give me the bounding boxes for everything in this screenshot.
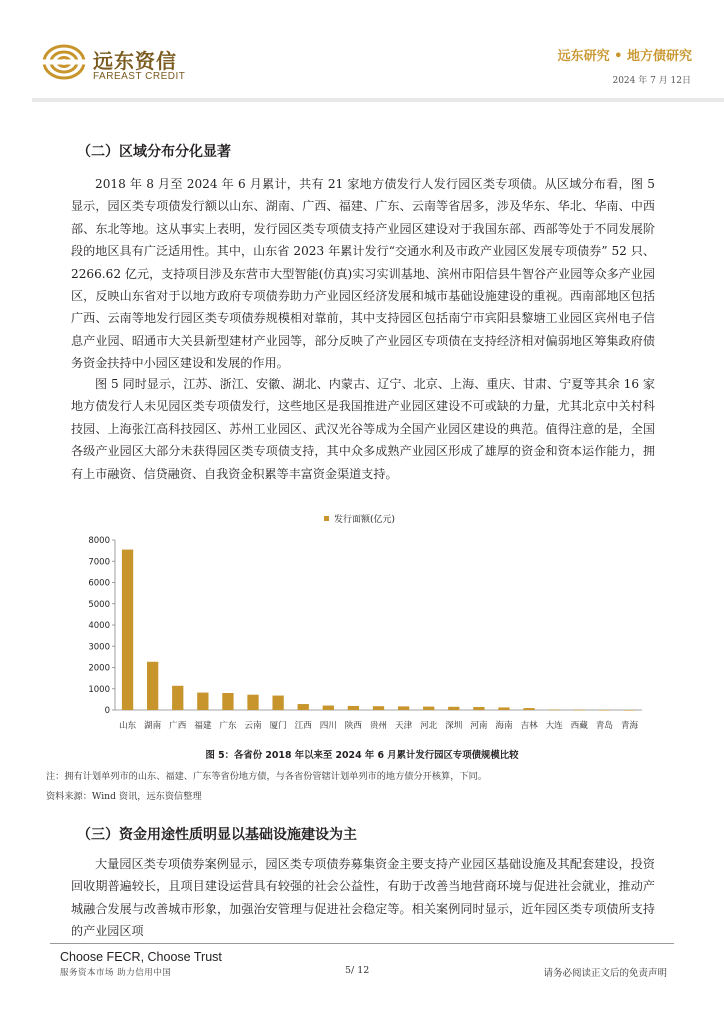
figure-caption: 图 5：各省份 2018 年以来至 2024 年 6 月累计发行园区专项债规模比较 [205, 750, 519, 761]
y-tick-label: 2000 [88, 663, 110, 674]
x-tick-label: 贵州 [369, 721, 388, 731]
legend-swatch [324, 516, 329, 521]
x-tick-label: 西藏 [570, 721, 588, 731]
x-tick-label: 山东 [118, 721, 137, 731]
chart-bar [523, 708, 534, 710]
paragraph-fund-usage-1: 大量园区类专项债券案例显示，园区类专项债券募集资金主要支持产业园区基础设施及其配套建设，投资回收期普遍较长，且项目建设运营具有较强的社会公益性，有助于改善当地营商环境与促进社会就业，推动产城融合发展与改善城市形象，加强治安管理与促进社会稳定等。相关案例同时显示，近年园区类专项债所支持的产业园区项 [71, 857, 655, 939]
x-tick-label: 江西 [294, 721, 312, 731]
chart-bar [122, 550, 133, 710]
paragraph-regional-2: 图 5 同时显示，江苏、浙江、安徽、湖北、内蒙古、辽宁、北京、上海、重庆、甘肃、宁夏等其余 16 家地方债发行人未见园区类专项债发行，这些地区是我国推进产业园区建设不可或缺的力量，尤其北京中关村科技园、上海张江高科技园区、苏州工业园区、武汉光谷等成为全国产业园区建设的典范。值得注意的是，全国各级产业园区大部分未获得园区类专项债支持，其中众多成熟产业园区形成了雄厚的资金和资本运作能力，拥有上市融资、信贷融资、自我资金积累等丰富资金渠道支持。 [71, 377, 655, 481]
x-tick-label: 深圳 [445, 721, 463, 731]
chart-bar [323, 706, 334, 710]
x-tick-label: 广西 [169, 721, 187, 731]
chart-bar [624, 710, 635, 711]
chart-bar [348, 706, 359, 710]
x-tick-label: 广东 [219, 721, 237, 731]
y-tick-label: 1000 [88, 684, 110, 695]
chart-bar [373, 706, 384, 710]
x-tick-label: 陕西 [344, 721, 363, 731]
page-header [0, 0, 724, 104]
x-tick-label: 大连 [545, 721, 563, 731]
x-tick-label: 四川 [319, 721, 337, 731]
figure-note: 注：拥有计划单列市的山东、福建、广东等省份地方债，与各省份管辖计划单列市的地方债分开核算，下同。 [46, 771, 487, 782]
x-tick-label: 吉林 [520, 721, 538, 731]
y-tick-label: 6000 [88, 578, 110, 589]
y-tick-label: 5000 [88, 599, 110, 610]
report-series-title: 远东研究 • 地方债研究 [557, 49, 692, 64]
chart-bar [423, 707, 434, 710]
chart-bar [247, 695, 258, 710]
figure-source: 资料来源：Wind 资讯，远东资信整理 [46, 791, 202, 802]
chart-bar [599, 710, 610, 711]
x-tick-label: 青岛 [595, 721, 613, 731]
footer-slogan-cn: 服务资本市场 助力信用中国 [60, 968, 172, 978]
chart-bar [197, 693, 208, 710]
bar-chart-issuance-by-province [60, 505, 660, 745]
y-tick-label: 7000 [88, 557, 110, 568]
chart-bar [448, 707, 459, 710]
chart-bar [272, 696, 283, 710]
footer-slogan-en: Choose FECR, Choose Trust [60, 950, 222, 964]
chart-bar [498, 707, 509, 710]
logo-text-cn: 远东资信 [93, 49, 177, 73]
header-divider [32, 98, 724, 102]
paragraph-regional-1: 2018 年 8 月至 2024 年 6 月累计，共有 21 家地方债发行人发行园区类专项债。从区域分布看，图 5 显示，园区类专项债发行额以山东、湖南、广西、福建、广东、云南等省居多，涉及华东、华北、华南、中西部、东北等地。这从事实上表明，发行园区类专项债支持产业园区建设对于我国东部、西部等处于不同发展阶段的地区具有广泛适用性。其中，山东省 2023 年累计发行“交通水利及市政产业园区发展专项债券” 52 只、2266.62 亿元，支持项目涉及东营市大型智能(仿真)实习实训基地、滨州市阳信县牛智谷产业园等众多产业园区，反映山东省对于以地方政府专项债券助力产业园区经济发展和城市基础设施建设的重视。西南部地区包括广西、云南等地发行园区类专项债券规模相对靠前，其中支持园区包括南宁市宾阳县黎塘工业园区宾州电子信息产业园、昭通市大关县新型建材产业园等，部分反映了产业园区专项债在支持经济相对偏弱地区筹集政府债务资金扶持中小园区建设和发展的作用。 [71, 177, 655, 371]
x-tick-label: 河北 [420, 721, 438, 731]
chart-bar [147, 662, 158, 710]
logo-text-en: FAREAST CREDIT [93, 71, 186, 82]
chart-bar [398, 706, 409, 710]
x-tick-label: 福建 [194, 721, 212, 731]
x-tick-label: 天津 [394, 721, 413, 731]
section-heading-fund-usage: （三）资金用途性质明显以基础设施建设为主 [77, 827, 357, 843]
chart-bar [473, 707, 484, 710]
x-tick-label: 河南 [470, 721, 488, 731]
x-tick-label: 海南 [495, 721, 513, 731]
footer-divider [50, 943, 674, 944]
section-heading-regional: （二）区域分布分化显著 [77, 144, 231, 160]
disclaimer-notice: 请务必阅读正文后的免责声明 [543, 968, 667, 979]
chart-bar [574, 710, 585, 711]
x-tick-label: 湖南 [144, 721, 162, 731]
y-tick-label: 4000 [88, 621, 110, 631]
legend-label: 发行面额(亿元) [334, 515, 396, 525]
chart-bar [549, 710, 560, 711]
y-tick-label: 0 [104, 706, 110, 716]
x-tick-label: 青海 [620, 721, 639, 731]
page-number: 5/ 12 [345, 965, 370, 976]
y-tick-label: 8000 [88, 536, 110, 546]
x-tick-label: 云南 [244, 721, 262, 731]
chart-bar [298, 704, 309, 710]
fareast-credit-logo-icon [42, 44, 86, 80]
y-tick-label: 3000 [88, 642, 110, 653]
chart-bar [172, 686, 183, 710]
x-tick-label: 厦门 [269, 721, 287, 731]
chart-bar [222, 693, 233, 710]
report-date: 2024 年 7 月 12日 [612, 76, 691, 86]
